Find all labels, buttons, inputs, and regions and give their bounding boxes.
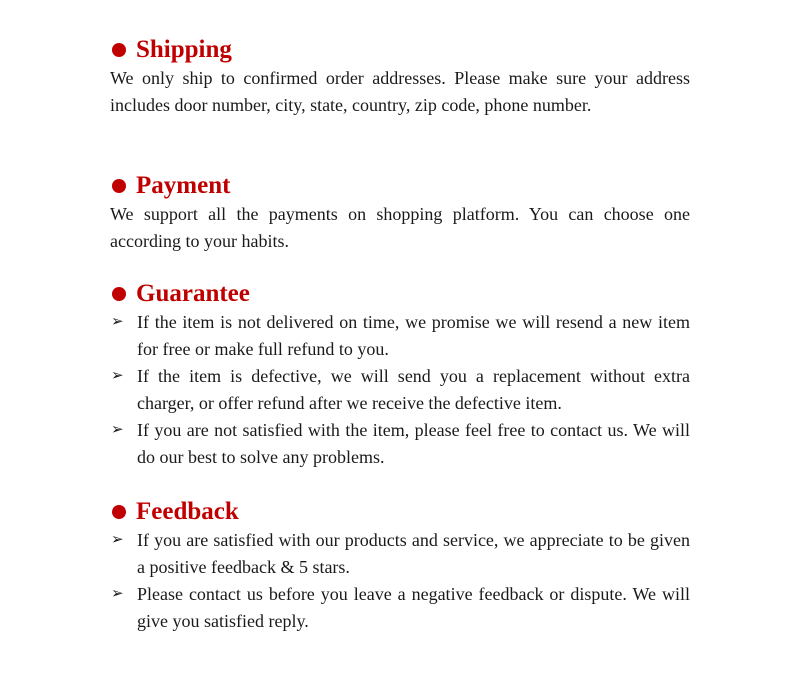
guarantee-title: Guarantee <box>136 280 250 307</box>
guarantee-heading <box>112 279 690 309</box>
feedback-heading <box>112 497 690 527</box>
red-dot-icon <box>112 43 126 57</box>
shipping-heading <box>112 35 690 65</box>
shipping-text: We only ship to confirmed order addresses. Please make sure your address includes door number, city, state, country, zip code, phone number. <box>110 68 690 115</box>
list-item <box>110 581 690 635</box>
payment-heading <box>112 171 690 201</box>
payment-text: We support all the payments on shopping platform. You can choose one according to your habits. <box>110 204 690 251</box>
payment-section <box>110 171 690 255</box>
feedback-item-text: If you are satisfied with our products and service, we appreciate to be given a positive feedback & 5 stars. <box>137 530 690 577</box>
red-dot-icon <box>112 505 126 519</box>
payment-title: Payment <box>136 172 231 199</box>
list-item <box>110 309 690 363</box>
feedback-list <box>110 527 690 635</box>
feedback-title: Feedback <box>136 498 239 525</box>
guarantee-item-text: If the item is defective, we will send you a replacement without extra charger, or offer refund after we receive the defective item. <box>137 366 690 413</box>
shipping-section <box>110 35 690 119</box>
guarantee-list <box>110 309 690 471</box>
feedback-section <box>110 497 690 635</box>
arrow-right-icon: ➢ <box>111 422 124 438</box>
guarantee-section <box>110 279 690 471</box>
guarantee-item-text: If the item is not delivered on time, we promise we will resend a new item for free or make full refund to you. <box>137 312 690 359</box>
red-dot-icon <box>112 179 126 193</box>
shipping-title: Shipping <box>136 36 232 63</box>
red-dot-icon <box>112 287 126 301</box>
list-item <box>110 417 690 471</box>
list-item <box>110 527 690 581</box>
list-item <box>110 363 690 417</box>
arrow-right-icon: ➢ <box>111 532 124 548</box>
feedback-item-text: Please contact us before you leave a negative feedback or dispute. We will give you satisfied reply. <box>137 584 690 631</box>
arrow-right-icon: ➢ <box>111 314 124 330</box>
guarantee-item-text: If you are not satisfied with the item, please feel free to contact us. We will do our best to solve any problems. <box>137 420 690 467</box>
arrow-right-icon: ➢ <box>111 586 124 602</box>
arrow-right-icon: ➢ <box>111 368 124 384</box>
